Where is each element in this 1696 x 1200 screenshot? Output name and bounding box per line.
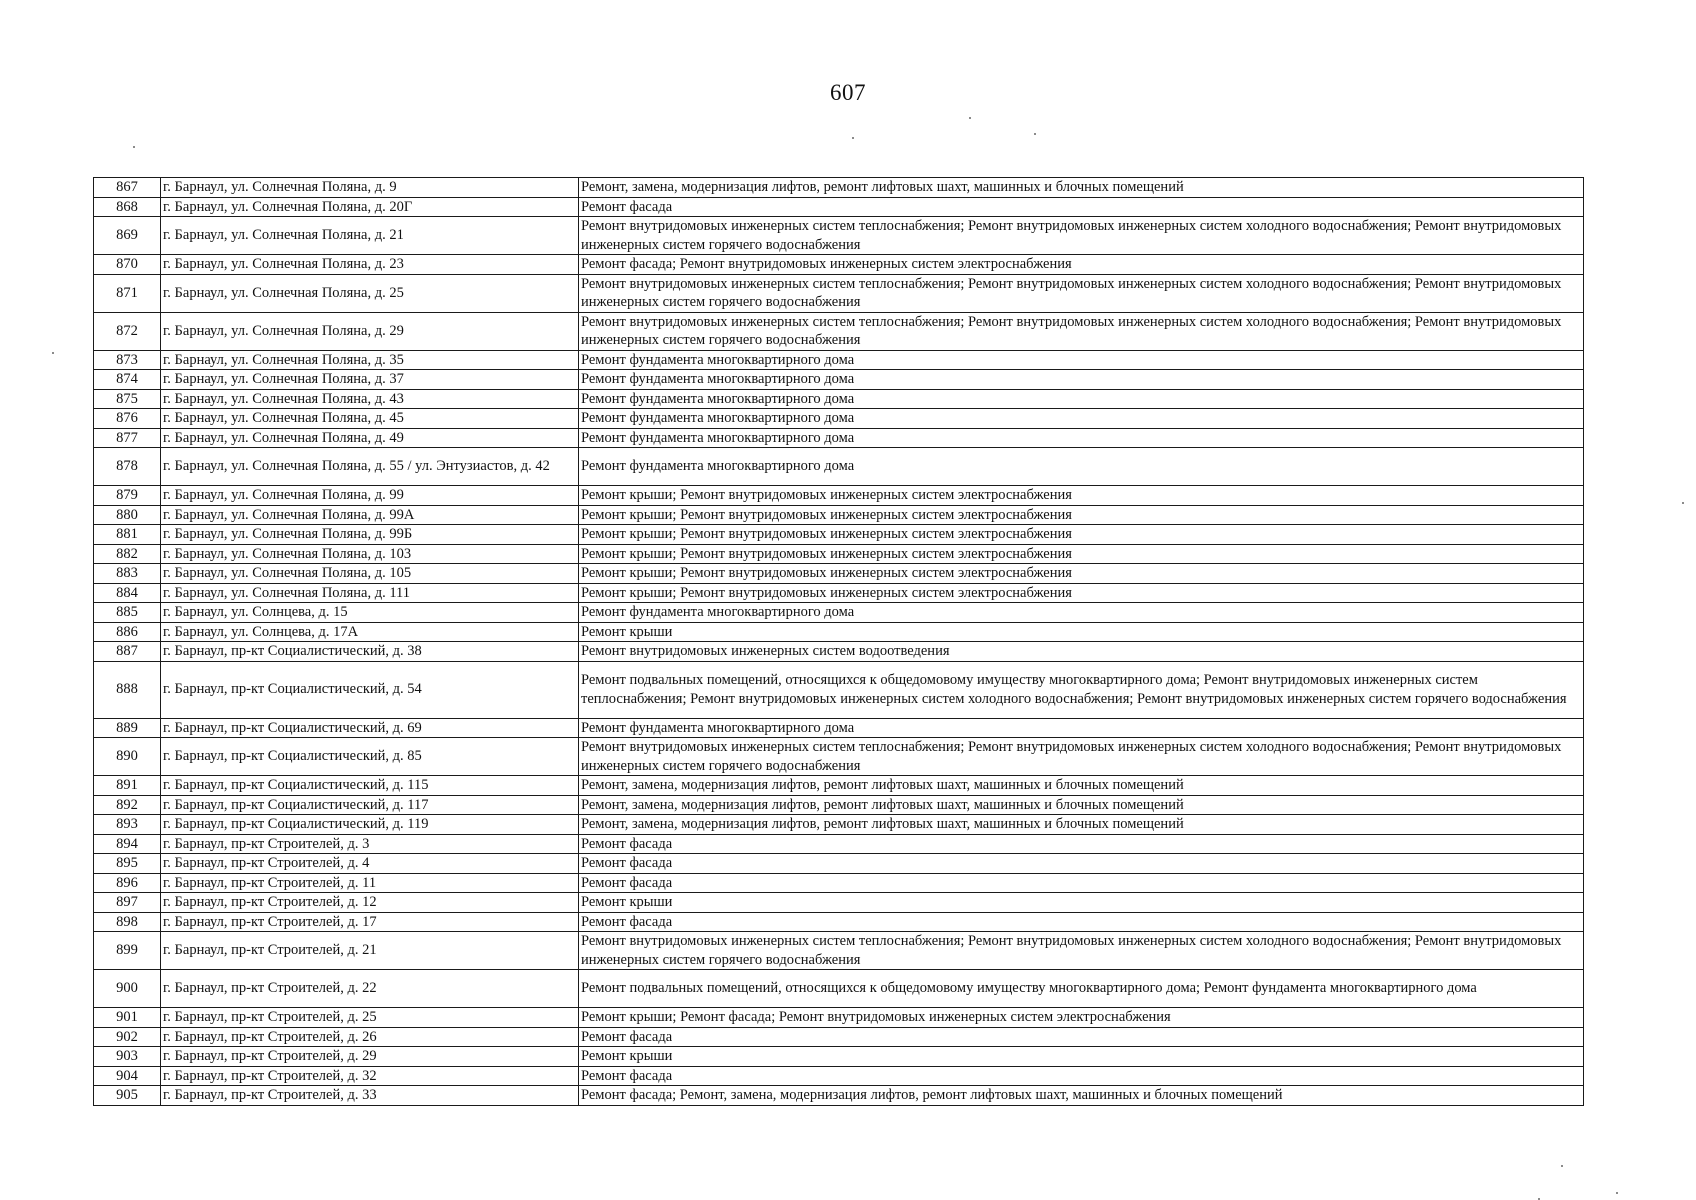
row-works: Ремонт фасада bbox=[579, 873, 1584, 893]
row-number: 872 bbox=[94, 312, 161, 350]
row-address: г. Барнаул, ул. Солнечная Поляна, д. 9 bbox=[161, 178, 579, 198]
table-row bbox=[94, 197, 1584, 217]
table-row bbox=[94, 776, 1584, 796]
row-works: Ремонт фундамента многоквартирного дома bbox=[579, 389, 1584, 409]
row-address: г. Барнаул, ул. Солнечная Поляна, д. 37 bbox=[161, 370, 579, 390]
table-row bbox=[94, 622, 1584, 642]
table-row bbox=[94, 912, 1584, 932]
row-number: 895 bbox=[94, 854, 161, 874]
row-address: г. Барнаул, пр-кт Строителей, д. 25 bbox=[161, 1008, 579, 1028]
row-number: 875 bbox=[94, 389, 161, 409]
row-address: г. Барнаул, ул. Солнечная Поляна, д. 55 / ул. Энтузиастов, д. 42 bbox=[161, 448, 579, 486]
table-row bbox=[94, 738, 1584, 776]
row-address: г. Барнаул, пр-кт Строителей, д. 11 bbox=[161, 873, 579, 893]
table-row bbox=[94, 255, 1584, 275]
row-works: Ремонт фасада; Ремонт внутридомовых инженерных систем электроснабжения bbox=[579, 255, 1584, 275]
row-address: г. Барнаул, пр-кт Социалистический, д. 69 bbox=[161, 718, 579, 738]
row-number: 882 bbox=[94, 544, 161, 564]
row-works: Ремонт фасада bbox=[579, 834, 1584, 854]
row-number: 878 bbox=[94, 448, 161, 486]
row-works: Ремонт крыши; Ремонт внутридомовых инженерных систем электроснабжения bbox=[579, 564, 1584, 584]
table-row bbox=[94, 642, 1584, 662]
row-address: г. Барнаул, ул. Солнечная Поляна, д. 49 bbox=[161, 428, 579, 448]
table-row bbox=[94, 448, 1584, 486]
row-number: 887 bbox=[94, 642, 161, 662]
row-works: Ремонт фасада bbox=[579, 1027, 1584, 1047]
row-address: г. Барнаул, ул. Солнечная Поляна, д. 111 bbox=[161, 583, 579, 603]
table-row bbox=[94, 564, 1584, 584]
table-row bbox=[94, 661, 1584, 718]
row-works: Ремонт крыши; Ремонт внутридомовых инженерных систем электроснабжения bbox=[579, 505, 1584, 525]
table-row bbox=[94, 428, 1584, 448]
row-number: 884 bbox=[94, 583, 161, 603]
row-works: Ремонт, замена, модернизация лифтов, ремонт лифтовых шахт, машинных и блочных помещений bbox=[579, 815, 1584, 835]
row-number: 870 bbox=[94, 255, 161, 275]
row-number: 889 bbox=[94, 718, 161, 738]
row-number: 877 bbox=[94, 428, 161, 448]
row-works: Ремонт фундамента многоквартирного дома bbox=[579, 603, 1584, 623]
row-address: г. Барнаул, ул. Солнечная Поляна, д. 99А bbox=[161, 505, 579, 525]
repair-registry-table bbox=[93, 177, 1584, 1106]
row-address: г. Барнаул, пр-кт Строителей, д. 21 bbox=[161, 932, 579, 970]
table-row bbox=[94, 854, 1584, 874]
row-works: Ремонт внутридомовых инженерных систем теплоснабжения; Ремонт внутридомовых инженерных систем холодного водоснабжения; Ремонт внутридомовых инженерных систем горячего водоснабжения bbox=[579, 217, 1584, 255]
row-address: г. Барнаул, ул. Солнечная Поляна, д. 99Б bbox=[161, 525, 579, 545]
row-number: 901 bbox=[94, 1008, 161, 1028]
row-works: Ремонт фундамента многоквартирного дома bbox=[579, 718, 1584, 738]
row-number: 869 bbox=[94, 217, 161, 255]
row-number: 890 bbox=[94, 738, 161, 776]
scan-speck bbox=[1034, 133, 1036, 135]
row-works: Ремонт внутридомовых инженерных систем водоотведения bbox=[579, 642, 1584, 662]
table-body bbox=[94, 178, 1584, 1106]
table-row bbox=[94, 834, 1584, 854]
table-row bbox=[94, 815, 1584, 835]
table-row bbox=[94, 583, 1584, 603]
row-number: 897 bbox=[94, 893, 161, 913]
row-works: Ремонт, замена, модернизация лифтов, ремонт лифтовых шахт, машинных и блочных помещений bbox=[579, 178, 1584, 198]
row-address: г. Барнаул, пр-кт Строителей, д. 12 bbox=[161, 893, 579, 913]
table-row bbox=[94, 370, 1584, 390]
row-address: г. Барнаул, пр-кт Социалистический, д. 38 bbox=[161, 642, 579, 662]
row-number: 880 bbox=[94, 505, 161, 525]
row-works: Ремонт фасада bbox=[579, 1066, 1584, 1086]
row-number: 871 bbox=[94, 274, 161, 312]
row-address: г. Барнаул, ул. Солнечная Поляна, д. 29 bbox=[161, 312, 579, 350]
row-works: Ремонт крыши bbox=[579, 1047, 1584, 1067]
row-address: г. Барнаул, ул. Солнечная Поляна, д. 35 bbox=[161, 350, 579, 370]
table-row bbox=[94, 893, 1584, 913]
table-row bbox=[94, 312, 1584, 350]
row-works: Ремонт подвальных помещений, относящихся к общедомовому имуществу многоквартирного дома; Ремонт фундамента многоквартирного дома bbox=[579, 970, 1584, 1008]
row-address: г. Барнаул, пр-кт Социалистический, д. 54 bbox=[161, 661, 579, 718]
row-address: г. Барнаул, пр-кт Строителей, д. 3 bbox=[161, 834, 579, 854]
row-address: г. Барнаул, пр-кт Строителей, д. 32 bbox=[161, 1066, 579, 1086]
table-row bbox=[94, 525, 1584, 545]
row-works: Ремонт крыши bbox=[579, 893, 1584, 913]
table-row bbox=[94, 178, 1584, 198]
table-row bbox=[94, 795, 1584, 815]
row-works: Ремонт фундамента многоквартирного дома bbox=[579, 370, 1584, 390]
row-address: г. Барнаул, пр-кт Строителей, д. 17 bbox=[161, 912, 579, 932]
row-number: 904 bbox=[94, 1066, 161, 1086]
row-works: Ремонт, замена, модернизация лифтов, ремонт лифтовых шахт, машинных и блочных помещений bbox=[579, 795, 1584, 815]
row-address: г. Барнаул, ул. Солнечная Поляна, д. 25 bbox=[161, 274, 579, 312]
row-address: г. Барнаул, пр-кт Социалистический, д. 85 bbox=[161, 738, 579, 776]
row-address: г. Барнаул, ул. Солнечная Поляна, д. 23 bbox=[161, 255, 579, 275]
scan-speck bbox=[133, 146, 135, 148]
row-number: 873 bbox=[94, 350, 161, 370]
row-number: 886 bbox=[94, 622, 161, 642]
row-address: г. Барнаул, ул. Солнцева, д. 17А bbox=[161, 622, 579, 642]
row-number: 888 bbox=[94, 661, 161, 718]
row-works: Ремонт фундамента многоквартирного дома bbox=[579, 448, 1584, 486]
row-number: 892 bbox=[94, 795, 161, 815]
row-address: г. Барнаул, ул. Солнцева, д. 15 bbox=[161, 603, 579, 623]
table-row bbox=[94, 505, 1584, 525]
row-works: Ремонт, замена, модернизация лифтов, ремонт лифтовых шахт, машинных и блочных помещений bbox=[579, 776, 1584, 796]
row-number: 883 bbox=[94, 564, 161, 584]
table-row bbox=[94, 486, 1584, 506]
row-number: 874 bbox=[94, 370, 161, 390]
table-row bbox=[94, 1066, 1584, 1086]
table-row bbox=[94, 1027, 1584, 1047]
row-address: г. Барнаул, ул. Солнечная Поляна, д. 43 bbox=[161, 389, 579, 409]
row-address: г. Барнаул, ул. Солнечная Поляна, д. 99 bbox=[161, 486, 579, 506]
row-works: Ремонт крыши; Ремонт внутридомовых инженерных систем электроснабжения bbox=[579, 583, 1584, 603]
row-number: 899 bbox=[94, 932, 161, 970]
row-address: г. Барнаул, пр-кт Строителей, д. 33 bbox=[161, 1086, 579, 1106]
row-works: Ремонт фундамента многоквартирного дома bbox=[579, 428, 1584, 448]
row-address: г. Барнаул, ул. Солнечная Поляна, д. 20Г bbox=[161, 197, 579, 217]
row-works: Ремонт фундамента многоквартирного дома bbox=[579, 350, 1584, 370]
table-row bbox=[94, 389, 1584, 409]
row-number: 868 bbox=[94, 197, 161, 217]
row-number: 879 bbox=[94, 486, 161, 506]
row-works: Ремонт внутридомовых инженерных систем теплоснабжения; Ремонт внутридомовых инженерных систем холодного водоснабжения; Ремонт внутридомовых инженерных систем горячего водоснабжения bbox=[579, 312, 1584, 350]
row-address: г. Барнаул, пр-кт Строителей, д. 29 bbox=[161, 1047, 579, 1067]
table-row bbox=[94, 873, 1584, 893]
row-number: 891 bbox=[94, 776, 161, 796]
row-number: 900 bbox=[94, 970, 161, 1008]
scan-speck bbox=[969, 117, 971, 119]
row-number: 894 bbox=[94, 834, 161, 854]
table-row bbox=[94, 932, 1584, 970]
row-works: Ремонт подвальных помещений, относящихся к общедомовому имуществу многоквартирного дома; Ремонт внутридомовых инженерных систем теплоснабжения; Ремонт внутридомовых инженерных систем холодного водоснабжения; Ремонт внутридомовых инженерных систем горячего водоснабжения bbox=[579, 661, 1584, 718]
row-address: г. Барнаул, ул. Солнечная Поляна, д. 21 bbox=[161, 217, 579, 255]
scan-speck bbox=[852, 137, 854, 139]
table-row bbox=[94, 1047, 1584, 1067]
row-number: 881 bbox=[94, 525, 161, 545]
row-address: г. Барнаул, пр-кт Социалистический, д. 115 bbox=[161, 776, 579, 796]
row-works: Ремонт фасада bbox=[579, 197, 1584, 217]
scan-speck bbox=[52, 352, 54, 354]
table-row bbox=[94, 603, 1584, 623]
row-works: Ремонт фундамента многоквартирного дома bbox=[579, 409, 1584, 429]
table-row bbox=[94, 350, 1584, 370]
row-works: Ремонт фасада; Ремонт, замена, модернизация лифтов, ремонт лифтовых шахт, машинных и блочных помещений bbox=[579, 1086, 1584, 1106]
row-address: г. Барнаул, пр-кт Строителей, д. 22 bbox=[161, 970, 579, 1008]
row-address: г. Барнаул, пр-кт Социалистический, д. 119 bbox=[161, 815, 579, 835]
table-row bbox=[94, 274, 1584, 312]
scan-speck bbox=[1561, 1165, 1563, 1167]
row-number: 896 bbox=[94, 873, 161, 893]
row-address: г. Барнаул, ул. Солнечная Поляна, д. 105 bbox=[161, 564, 579, 584]
row-number: 867 bbox=[94, 178, 161, 198]
row-number: 885 bbox=[94, 603, 161, 623]
row-number: 893 bbox=[94, 815, 161, 835]
scan-speck bbox=[1682, 502, 1684, 504]
row-works: Ремонт внутридомовых инженерных систем теплоснабжения; Ремонт внутридомовых инженерных систем холодного водоснабжения; Ремонт внутридомовых инженерных систем горячего водоснабжения bbox=[579, 932, 1584, 970]
table-row bbox=[94, 718, 1584, 738]
row-number: 898 bbox=[94, 912, 161, 932]
row-works: Ремонт крыши; Ремонт внутридомовых инженерных систем электроснабжения bbox=[579, 525, 1584, 545]
row-works: Ремонт крыши bbox=[579, 622, 1584, 642]
row-number: 902 bbox=[94, 1027, 161, 1047]
row-works: Ремонт крыши; Ремонт внутридомовых инженерных систем электроснабжения bbox=[579, 486, 1584, 506]
table-row bbox=[94, 544, 1584, 564]
table-row bbox=[94, 217, 1584, 255]
row-works: Ремонт фасада bbox=[579, 912, 1584, 932]
row-address: г. Барнаул, пр-кт Строителей, д. 26 bbox=[161, 1027, 579, 1047]
row-address: г. Барнаул, пр-кт Строителей, д. 4 bbox=[161, 854, 579, 874]
row-number: 903 bbox=[94, 1047, 161, 1067]
page-number: 607 bbox=[830, 80, 866, 105]
table-row bbox=[94, 1008, 1584, 1028]
row-works: Ремонт внутридомовых инженерных систем теплоснабжения; Ремонт внутридомовых инженерных систем холодного водоснабжения; Ремонт внутридомовых инженерных систем горячего водоснабжения bbox=[579, 738, 1584, 776]
row-works: Ремонт фасада bbox=[579, 854, 1584, 874]
table-row bbox=[94, 1086, 1584, 1106]
table-row bbox=[94, 970, 1584, 1008]
row-address: г. Барнаул, пр-кт Социалистический, д. 117 bbox=[161, 795, 579, 815]
row-works: Ремонт крыши; Ремонт внутридомовых инженерных систем электроснабжения bbox=[579, 544, 1584, 564]
scan-speck bbox=[1616, 1192, 1618, 1194]
row-works: Ремонт внутридомовых инженерных систем теплоснабжения; Ремонт внутридомовых инженерных систем холодного водоснабжения; Ремонт внутридомовых инженерных систем горячего водоснабжения bbox=[579, 274, 1584, 312]
row-works: Ремонт крыши; Ремонт фасада; Ремонт внутридомовых инженерных систем электроснабжения bbox=[579, 1008, 1584, 1028]
row-number: 905 bbox=[94, 1086, 161, 1106]
row-number: 876 bbox=[94, 409, 161, 429]
row-address: г. Барнаул, ул. Солнечная Поляна, д. 103 bbox=[161, 544, 579, 564]
table-row bbox=[94, 409, 1584, 429]
row-address: г. Барнаул, ул. Солнечная Поляна, д. 45 bbox=[161, 409, 579, 429]
